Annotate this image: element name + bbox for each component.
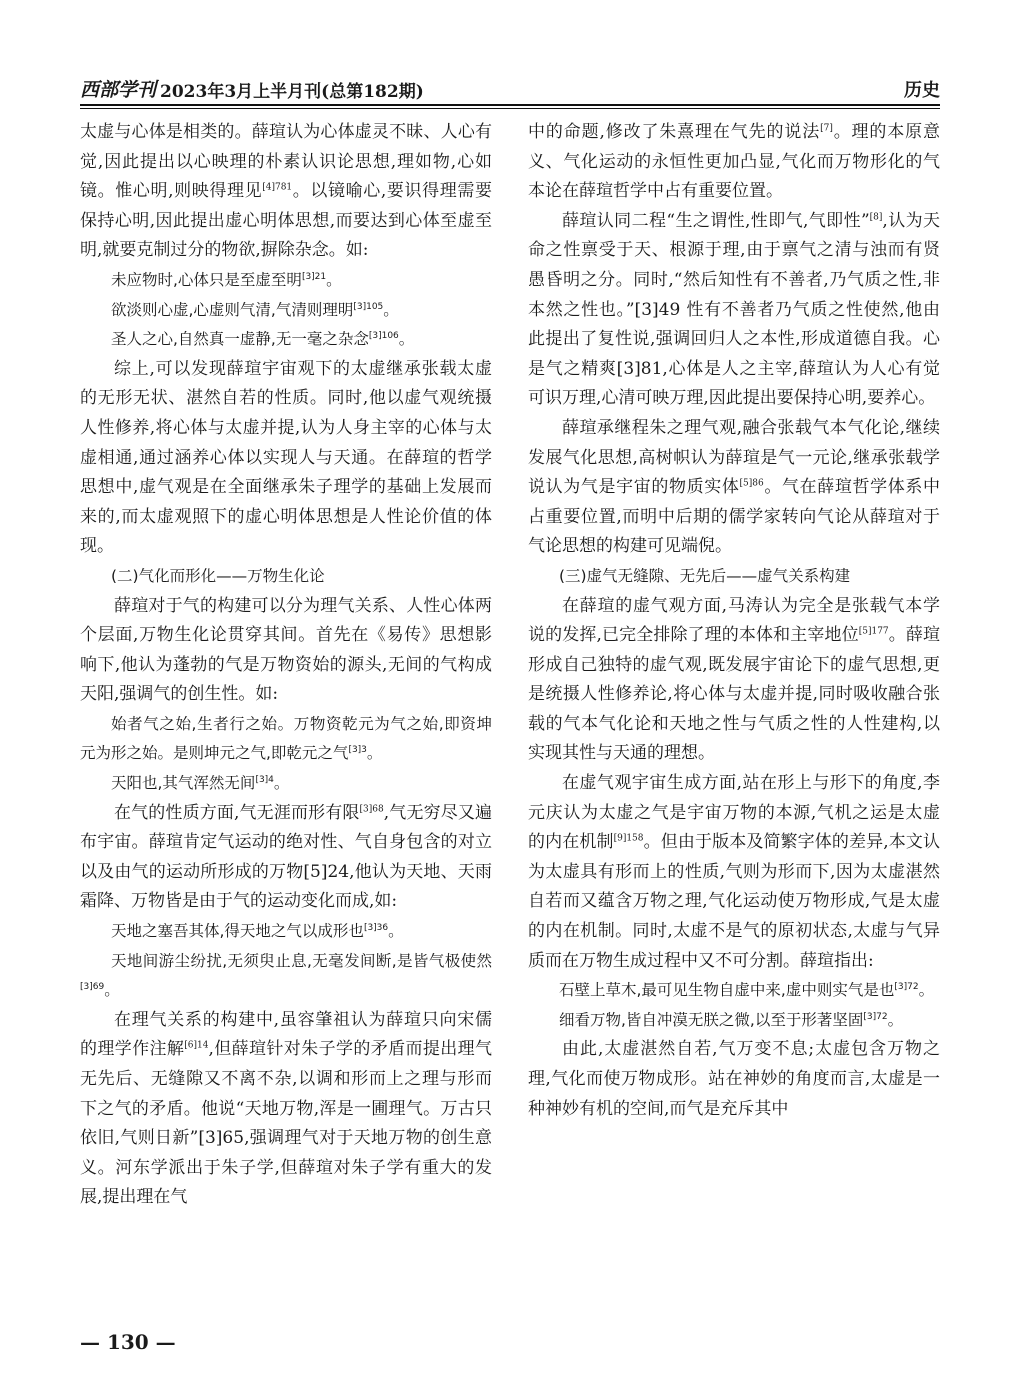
body-paragraph xyxy=(528,769,940,976)
body-paragraph xyxy=(528,592,940,770)
paragraph-text: 圣人之心,自然真一虚静,无一毫之杂念 xyxy=(111,330,369,349)
paragraph-text-cont: 。以镜喻心,要识得理需要保持心明,因此提出虚心明体思想,而要达到心体至虚至明,就要克制过分的物欲,摒除杂念。如: xyxy=(80,181,492,261)
section-subheading xyxy=(528,562,940,592)
citation-ref: [3]69 xyxy=(80,982,105,993)
paragraph-text-cont: 。 xyxy=(918,981,935,1000)
paragraph-text-cont: 。 xyxy=(366,744,383,763)
paragraph-text-cont: 。 xyxy=(887,1010,904,1029)
citation-ref: [9]158 xyxy=(613,833,644,844)
body-paragraph xyxy=(528,207,940,414)
running-header xyxy=(80,72,940,102)
paragraph-text-cont: 。 xyxy=(398,330,415,349)
citation-ref: [8] xyxy=(869,212,883,223)
paragraph-text: 由此,太虚湛然自若,气万变不息;太虚包含万物之理,气化而使万物成形。站在神妙的角度而言,太虚是一种神妙有机的空间,而气是充斥其中 xyxy=(528,1039,940,1119)
paragraph-text: 在薛瑄的虚气观方面,马涛认为完全是张载气本学说的发挥,已完全排除了理的本体和主宰地位 xyxy=(528,595,940,646)
paragraph-text: 综上,可以发现薛瑄宇宙观下的太虚继承张载太虚的无形无状、湛然自若的性质。同时,他以虚气观统摄人性修养,将心体与太虚并提,认为人身主宰的心体与太虚相通,通过涵养心体以实现人与天通。在薛瑄的哲学思想中,虚气观是在全面继承朱子理学的基础上发展而来的,而太虚观照下的虚心明体思想是人性论价值的体现。 xyxy=(80,358,492,557)
citation-ref: [6]14 xyxy=(184,1040,209,1051)
body-paragraph xyxy=(80,118,492,266)
paragraph-text-cont: 。 xyxy=(104,981,120,1000)
paragraph-text: 在理气关系的构建中,虽容肇祖认为薛瑄只向宋儒的理学作注解 xyxy=(80,1009,492,1060)
citation-ref: [3]3 xyxy=(348,745,367,756)
paragraph-text-cont: 。 xyxy=(273,774,290,793)
paragraph-text: 石壁上草木,最可见生物自虚中来,虚中则实气是也 xyxy=(559,981,895,1000)
paragraph-text-cont: 。 xyxy=(383,300,399,319)
body-paragraph xyxy=(80,1006,492,1213)
journal-logo: 西部学刊 xyxy=(80,79,157,101)
citation-ref: [5]86 xyxy=(739,478,764,489)
right-column xyxy=(528,118,940,1124)
paragraph-text: 天地间游尘纷扰,无须臾止息,无毫发间断,是皆气极使然 xyxy=(111,951,492,970)
paragraph-text: (二)气化而形化——万物生化论 xyxy=(111,566,325,585)
paragraph-text: 天阳也,其气浑然无间 xyxy=(111,774,256,793)
citation-ref: [3]106 xyxy=(368,331,399,341)
body-paragraph xyxy=(528,414,940,562)
citation-ref: [3]105 xyxy=(353,301,384,312)
paragraph-text: 始者气之始,生者行之始。万物资乾元为气之始,即资坤元为形之始。是则坤元之气,即乾元之气 xyxy=(80,714,492,763)
block-quote xyxy=(528,1006,940,1036)
paragraph-text-cont: ,气无穷尽又遍布宇宙。薛瑄肯定气运动的绝对性、气自身包含的对立以及由气的运动所形成的万物[5]24,他认为天地、天雨霜降、万物皆是由于气的运动变化而成,如: xyxy=(80,802,493,912)
paragraph-text: 太虚与心体是相类的。薛瑄认为心体虚灵不昧、人心有觉,因此提出以心映理的朴素认识论思想,理如物,心如镜。惟心明,则映得理见 xyxy=(80,122,492,202)
paragraph-text: 未应物时,心体只是至虚至明 xyxy=(111,270,302,289)
paragraph-text-cont: 。理的本原意义、气化运动的永恒性更加凸显,气化而万物形化的气本论在薛瑄哲学中占有重要位置。 xyxy=(528,122,941,202)
block-quote xyxy=(528,976,940,1006)
paragraph-text: 在虚气观宇宙生成方面,站在形上与形下的角度,李元庆认为太虚之气是宇宙万物的本源,气机之运是太虚的内在机制 xyxy=(528,773,940,853)
paragraph-text-cont: 。薛瑄形成自己独特的虚气观,既发展宇宙论下的虚气思想,更是统摄人性修养论,将心体与太虚并提,同时吸收融合张载的气本气化论和天地之性与气质之性的人性建构,以实现其性与天通的理想。 xyxy=(528,625,941,764)
header-left xyxy=(80,75,424,102)
body-paragraph xyxy=(80,592,492,710)
paragraph-text: 薛瑄认同二程“生之谓性,性即气,气即性” xyxy=(562,210,870,231)
citation-ref: [3]4 xyxy=(255,774,274,785)
paragraph-text: (三)虚气无缝隙、无先后——虚气关系构建 xyxy=(559,566,851,585)
section-subheading xyxy=(80,562,492,592)
paragraph-text-cont: ,但薛瑄针对朱子学的矛盾而提出理气无先后、无缝隙又不离不杂,以调和形而上之理与形而下之气的矛盾。他说“天地万物,浑是一圃理气。万古只依旧,气则日新”[3]65,强调理气对于天地万物的创生意义。河东学派出于朱子学,但薛瑄对朱子学有重大的发展,提出理在气 xyxy=(80,1039,493,1208)
journal-issue: 2023年3月上半月刊(总第182期) xyxy=(160,82,424,102)
paragraph-text-cont: ,认为天命之性禀受于天、根源于理,由于禀气之清与浊而有贤愚昏明之分。同时,“然后知性有不善者,乃气质之性,非本然之性也。”[3]49 性有不善者乃气质之性使然,他由此提出了复性说,强调回归人之本性,形成道德自我。心是气之精爽[3]81,心体是人之主宰,薛瑄认为人心有觉可识万理,心清可映万理,因此提出要保持心明,要养心。 xyxy=(528,210,940,409)
block-quote xyxy=(80,296,492,326)
paragraph-text-cont: 。但由于版本及简繁字体的差异,本文认为太虚具有形而上的性质,气则为形而下,因为太虚湛然自若而又蕴含万物之理,气化运动使万物形成,气是太虚的内在机制。同时,太虚不是气的原初状态,太虚与气异质而在万物生成过程中又不可分割。薛瑄指出: xyxy=(528,832,940,971)
header-rule-thin xyxy=(80,108,940,109)
citation-ref: [3]36 xyxy=(363,922,389,933)
block-quote xyxy=(80,325,492,355)
citation-ref: [3]68 xyxy=(359,804,384,814)
citation-ref: [7] xyxy=(820,123,833,134)
citation-ref: [3]72 xyxy=(894,982,919,993)
citation-ref: [5]177 xyxy=(858,626,889,637)
paragraph-text: 薛瑄对于气的构建可以分为理气关系、人性心体两个层面,万物生化论贯穿其间。首先在《易传》思想影响下,他认为蓬勃的气是万物资始的源头,无间的气构成天阳,强调气的创生性。如: xyxy=(80,595,492,705)
block-quote xyxy=(80,947,492,1006)
paragraph-text: 在气的性质方面,气无涯而形有限 xyxy=(114,802,360,823)
paragraph-text: 欲淡则心虚,心虚则气清,气清则理明 xyxy=(111,300,354,319)
block-quote xyxy=(80,917,492,947)
body-paragraph xyxy=(528,1035,940,1124)
paragraph-text-cont: 。 xyxy=(388,922,404,941)
body-paragraph xyxy=(80,799,492,917)
block-quote xyxy=(80,769,492,799)
block-quote xyxy=(80,266,492,296)
paragraph-text: 中的命题,修改了朱熹理在气先的说法 xyxy=(528,122,821,142)
paragraph-text-cont: 。气在薛瑄哲学体系中占重要位置,而明中后期的儒学家转向气论从薛瑄对于气论思想的构建可见端倪。 xyxy=(528,477,941,557)
citation-ref: [3]21 xyxy=(301,271,327,282)
section-label: 历史 xyxy=(904,80,940,101)
paragraph-text-cont: 。 xyxy=(326,270,342,289)
citation-ref: [3]72 xyxy=(863,1011,888,1022)
block-quote xyxy=(80,710,492,769)
body-paragraph xyxy=(528,118,940,207)
page-number: — 130 — xyxy=(80,1330,176,1354)
citation-ref: [4]781 xyxy=(262,182,293,193)
paragraph-text: 薛瑄承继程朱之理气观,融合张载气本气化论,继续发展气化思想,高树帜认为薛瑄是气一元论,继承张载学说认为气是宇宙的物质实体 xyxy=(528,417,940,498)
paragraph-text: 天地之塞吾其体,得天地之气以成形也 xyxy=(111,922,364,941)
body-paragraph xyxy=(80,355,492,562)
header-rule xyxy=(80,104,940,106)
paragraph-text: 细看万物,皆自冲漠无朕之微,以至于形著坚固 xyxy=(559,1010,864,1029)
left-column xyxy=(80,118,492,1213)
